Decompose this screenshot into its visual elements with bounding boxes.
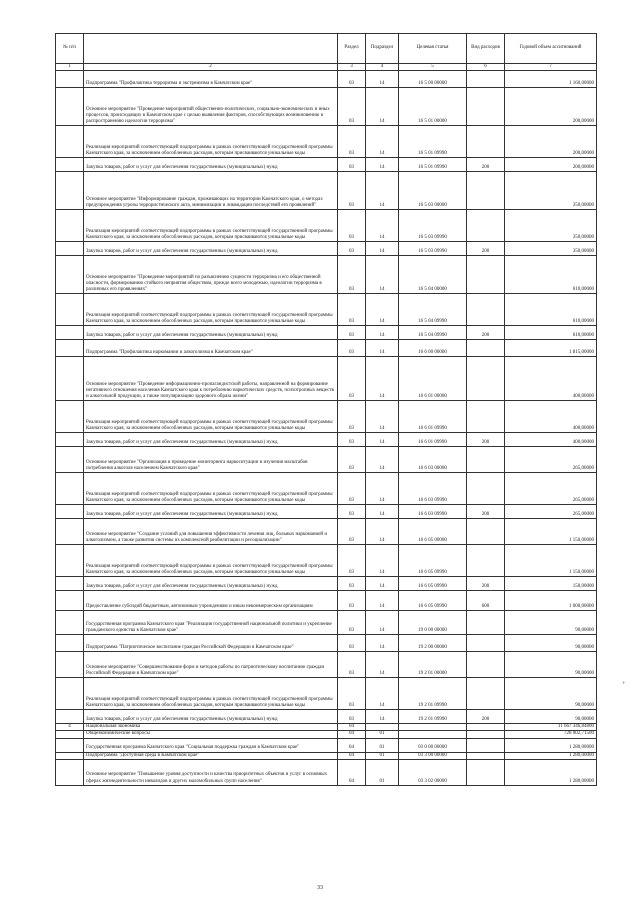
cell-expense-type: [467, 519, 505, 545]
cell-num: [56, 158, 84, 172]
table-row: [56, 731, 597, 738]
cell-subsection: 14: [366, 652, 399, 678]
cell-section: 04: [338, 738, 366, 752]
cell-amount: 90,00000: [505, 710, 597, 724]
cell-target: 16 5 01 09990: [399, 126, 467, 158]
cell-section: 03: [338, 710, 366, 724]
cell-amount: 350,00000: [505, 172, 597, 210]
cell-subsection: 14: [366, 401, 399, 433]
cell-description: Основное мероприятие "Создание условий для повышения эффективности лечения лиц, больных наркоманией и алкоголизмом, а также развития системы их комплексной реабилитации и ресоциализации": [84, 519, 338, 545]
cell-subsection: 14: [366, 519, 399, 545]
cell-target: 16 6 03 00000: [399, 447, 467, 473]
cell-amount: 200,00000: [505, 126, 597, 158]
cell-subsection: 14: [366, 126, 399, 158]
cell-expense-type: [467, 172, 505, 210]
cell-section: 03: [338, 652, 366, 678]
cell-subsection: 14: [366, 340, 399, 357]
cell-description: Государственная программа Камчатского края "Социальная поддержка граждан в Камчатском крае": [84, 738, 338, 752]
cell-description: Реализация мероприятий соответствующей подпрограммы в рамках соответствующей государственной программы Камчатского края, за исключением обособленных расходов, которым присваиваются уникальные коды: [84, 294, 338, 326]
cell-section: 03: [338, 591, 366, 611]
cell-section: 03: [338, 545, 366, 577]
cell-target: 16 5 00 00000: [399, 71, 467, 88]
table-row: [56, 88, 597, 126]
cell-description: Закупка товаров, работ и услуг для обеспечения государственных (муниципальных) нужд: [84, 326, 338, 340]
cell-num: [56, 577, 84, 591]
cell-description: Подпрограмма "Профилактика терроризма и экстремизма в Камчатском крае": [84, 71, 338, 88]
cell-subsection: 14: [366, 505, 399, 519]
header-section: Раздел: [338, 34, 366, 64]
cell-subsection: 01: [366, 759, 399, 785]
table-row: [56, 473, 597, 505]
cell-description: Основное мероприятие "Организация и проведение мониторинга наркоситуации и изучения масштабов потребления алкоголя населением Камчатского края": [84, 447, 338, 473]
cell-num: [56, 401, 84, 433]
cell-num: [56, 652, 84, 678]
cell-section: 03: [338, 447, 366, 473]
cell-subsection: 14: [366, 545, 399, 577]
cell-target: 19 2 01 09990: [399, 678, 467, 710]
cell-target: 16 6 05 00000: [399, 519, 467, 545]
cell-subsection: 14: [366, 635, 399, 652]
cell-subsection: 14: [366, 242, 399, 256]
cell-num: [56, 731, 84, 738]
cell-target: 16 6 03 09990: [399, 505, 467, 519]
cell-expense-type: [467, 738, 505, 752]
cell-target: 16 5 04 09990: [399, 326, 467, 340]
cell-description: Подпрограмма "Патриотическое воспитание граждан Российской Федерации в Камчатском крае": [84, 635, 338, 652]
cell-amount: 400,00000: [505, 401, 597, 433]
cell-num: [56, 340, 84, 357]
cell-expense-type: [467, 752, 505, 759]
table-row: [56, 759, 597, 785]
cell-num: [56, 433, 84, 447]
cell-subsection: 14: [366, 294, 399, 326]
cell-expense-type: [467, 88, 505, 126]
cell-description: Реализация мероприятий соответствующей подпрограммы в рамках соответствующей государственной программы Камчатского края, за исключением обособленных расходов, которым присваиваются уникальные коды: [84, 473, 338, 505]
cell-num: 4: [56, 724, 84, 731]
cell-section: 03: [338, 158, 366, 172]
cell-expense-type: [467, 447, 505, 473]
cell-amount: 1 000,00000: [505, 591, 597, 611]
cell-target: [399, 731, 467, 738]
table-row: [56, 326, 597, 340]
cell-amount: 90,00000: [505, 611, 597, 635]
cell-section: 03: [338, 433, 366, 447]
cell-section: 04: [338, 731, 366, 738]
margin-mark: +: [622, 681, 626, 687]
table-row: [56, 752, 597, 759]
table-row: [56, 724, 597, 731]
cell-subsection: 14: [366, 326, 399, 340]
cell-target: 03 3 02 00000: [399, 759, 467, 785]
cell-section: 03: [338, 635, 366, 652]
table-row: [56, 242, 597, 256]
cell-target: 16 6 01 00000: [399, 357, 467, 401]
cell-target: 19 2 01 00000: [399, 652, 467, 678]
cell-section: 03: [338, 88, 366, 126]
table-row: [56, 126, 597, 158]
cell-section: 03: [338, 401, 366, 433]
cell-num: [56, 591, 84, 611]
cell-amount: 610,00000: [505, 326, 597, 340]
cell-amount: 610,00000: [505, 256, 597, 294]
cell-expense-type: 200: [467, 577, 505, 591]
cell-amount: 1 815,00000: [505, 340, 597, 357]
header-num: № п/п: [56, 34, 84, 64]
cell-amount: 90,00000: [505, 652, 597, 678]
cell-amount: 1 280,00000: [505, 738, 597, 752]
table-row: [56, 611, 597, 635]
colnum-7: 7: [505, 64, 597, 71]
cell-description: Предоставление субсидий бюджетным, автономным учреждениям и иным некоммерческим организациям: [84, 591, 338, 611]
cell-section: 03: [338, 242, 366, 256]
cell-section: 03: [338, 256, 366, 294]
cell-num: [56, 242, 84, 256]
cell-description: Основное мероприятие "Совершенствование форм и методов работы по патриотическому воспитанию граждан Российской Федерации в Камчатском крае": [84, 652, 338, 678]
table-row: [56, 545, 597, 577]
cell-expense-type: [467, 731, 505, 738]
cell-expense-type: 200: [467, 433, 505, 447]
cell-num: [56, 635, 84, 652]
cell-subsection: 14: [366, 678, 399, 710]
cell-subsection: 14: [366, 447, 399, 473]
cell-section: 03: [338, 210, 366, 242]
cell-amount: 350,00000: [505, 242, 597, 256]
cell-num: [56, 210, 84, 242]
cell-amount: 1 160,00000: [505, 71, 597, 88]
cell-num: [56, 256, 84, 294]
cell-amount: 90,00000: [505, 678, 597, 710]
cell-expense-type: [467, 401, 505, 433]
cell-subsection: 14: [366, 357, 399, 401]
cell-target: 16 5 04 00000: [399, 256, 467, 294]
cell-amount: 1 150,00000: [505, 545, 597, 577]
cell-expense-type: [467, 256, 505, 294]
table-row: [56, 158, 597, 172]
cell-section: 03: [338, 294, 366, 326]
cell-amount: 90,00000: [505, 635, 597, 652]
table-row: [56, 433, 597, 447]
cell-description: Реализация мероприятий соответствующей подпрограммы в рамках соответствующей государственной программы Камчатского края, за исключением обособленных расходов, которым присваиваются уникальные коды: [84, 545, 338, 577]
cell-num: [56, 505, 84, 519]
table-row: [56, 591, 597, 611]
cell-section: 03: [338, 71, 366, 88]
cell-num: [56, 545, 84, 577]
cell-description: Государственная программа Камчатского края "Реализация государственной национальной политики и укрепление гражданского единства в Камчатском крае": [84, 611, 338, 635]
cell-target: 16 5 03 00000: [399, 172, 467, 210]
cell-num: [56, 294, 84, 326]
cell-subsection: 01: [366, 738, 399, 752]
table-row: [56, 340, 597, 357]
cell-subsection: 14: [366, 433, 399, 447]
cell-expense-type: [467, 678, 505, 710]
cell-section: 04: [338, 752, 366, 759]
cell-section: 04: [338, 759, 366, 785]
cell-subsection: [366, 724, 399, 731]
cell-description: Закупка товаров, работ и услуг для обеспечения государственных (муниципальных) нужд: [84, 242, 338, 256]
cell-subsection: 01: [366, 752, 399, 759]
cell-subsection: 14: [366, 210, 399, 242]
cell-subsection: 14: [366, 710, 399, 724]
cell-num: [56, 126, 84, 158]
cell-target: 03 3 00 00000: [399, 752, 467, 759]
cell-expense-type: [467, 210, 505, 242]
cell-description: Реализация мероприятий соответствующей подпрограммы в рамках соответствующей государственной программы Камчатского края, за исключением обособленных расходов, которым присваиваются уникальные коды: [84, 401, 338, 433]
cell-num: [56, 678, 84, 710]
cell-target: 16 5 03 09990: [399, 210, 467, 242]
cell-target: [399, 724, 467, 731]
cell-expense-type: [467, 473, 505, 505]
cell-subsection: 01: [366, 731, 399, 738]
table-row: [56, 256, 597, 294]
header-target: Целевая статья: [399, 34, 467, 64]
cell-subsection: 14: [366, 71, 399, 88]
cell-num: [56, 357, 84, 401]
cell-description: Общеэкономические вопросы: [84, 731, 338, 738]
cell-num: [56, 710, 84, 724]
cell-section: 03: [338, 326, 366, 340]
header-expense-type: Вид расходов: [467, 34, 505, 64]
cell-description: Национальная экономика: [84, 724, 338, 731]
cell-num: [56, 172, 84, 210]
cell-amount: 200,00000: [505, 88, 597, 126]
table-row: [56, 738, 597, 752]
cell-expense-type: [467, 635, 505, 652]
table-row: [56, 447, 597, 473]
cell-expense-type: 200: [467, 242, 505, 256]
cell-target: 16 6 00 00000: [399, 340, 467, 357]
cell-expense-type: [467, 652, 505, 678]
cell-num: [56, 752, 84, 759]
cell-amount: 265,00000: [505, 447, 597, 473]
cell-subsection: 14: [366, 172, 399, 210]
cell-subsection: 14: [366, 591, 399, 611]
cell-description: Подпрограмма "Профилактика наркомании и алкоголизма в Камчатском крае": [84, 340, 338, 357]
header-subsection: Подраздел: [366, 34, 399, 64]
cell-section: 03: [338, 678, 366, 710]
cell-section: 03: [338, 505, 366, 519]
cell-target: 16 6 01 09990: [399, 401, 467, 433]
cell-num: [56, 473, 84, 505]
cell-section: 04: [338, 724, 366, 731]
cell-description: Закупка товаров, работ и услуг для обеспечения государственных (муниципальных) нужд: [84, 505, 338, 519]
cell-expense-type: [467, 611, 505, 635]
table-row: [56, 678, 597, 710]
table-row: [56, 71, 597, 88]
cell-expense-type: 200: [467, 710, 505, 724]
page-number: 33: [317, 885, 323, 891]
cell-description: Закупка товаров, работ и услуг для обеспечения государственных (муниципальных) нужд: [84, 577, 338, 591]
cell-description: Основное мероприятие "Информирование граждан, проживающих на территории Камчатского края, о методах предупреждения угрозы террористического акта, минимизации и ликвидации последствий его проявлений": [84, 172, 338, 210]
cell-amount: 610,00000: [505, 294, 597, 326]
cell-description: Закупка товаров, работ и услуг для обеспечения государственных (муниципальных) нужд: [84, 433, 338, 447]
cell-target: 16 5 03 09990: [399, 242, 467, 256]
cell-num: [56, 759, 84, 785]
colnum-6: 6: [467, 64, 505, 71]
cell-amount: 728 002,71500: [505, 731, 597, 738]
cell-amount: 150,00000: [505, 577, 597, 591]
table-row: [56, 505, 597, 519]
column-number-row: [56, 64, 597, 71]
cell-target: 19 2 01 09990: [399, 710, 467, 724]
cell-description: Основное мероприятие "Проведение мероприятий общественно-политических, социально-экономических и иных процессов, происходящих в Камчатском крае с целью выявления факторов, способствующих возникновению и распространению идеологии терроризма": [84, 88, 338, 126]
cell-amount: 200,00000: [505, 158, 597, 172]
cell-amount: 350,00000: [505, 210, 597, 242]
cell-num: [56, 447, 84, 473]
cell-num: [56, 326, 84, 340]
budget-table-sheet: [55, 33, 596, 786]
cell-num: [56, 738, 84, 752]
cell-section: 03: [338, 577, 366, 591]
cell-expense-type: [467, 357, 505, 401]
cell-description: Реализация мероприятий соответствующей подпрограммы в рамках соответствующей государственной программы Камчатского края, за исключением обособленных расходов, которым присваиваются уникальные коды: [84, 210, 338, 242]
cell-expense-type: 600: [467, 591, 505, 611]
cell-subsection: 14: [366, 611, 399, 635]
cell-target: 16 6 05 09990: [399, 591, 467, 611]
cell-target: 19 0 00 00000: [399, 611, 467, 635]
header-amount: Годовой объем ассигнований: [505, 34, 597, 64]
cell-expense-type: [467, 545, 505, 577]
cell-section: 03: [338, 473, 366, 505]
cell-subsection: 14: [366, 577, 399, 591]
cell-section: 03: [338, 126, 366, 158]
cell-section: 03: [338, 519, 366, 545]
colnum-2: 2: [84, 64, 338, 71]
cell-subsection: 14: [366, 473, 399, 505]
cell-expense-type: [467, 71, 505, 88]
table-row: [56, 652, 597, 678]
cell-subsection: 14: [366, 88, 399, 126]
table-row: [56, 710, 597, 724]
cell-amount: 1 150,00000: [505, 519, 597, 545]
colnum-4: 4: [366, 64, 399, 71]
cell-description: Реализация мероприятий соответствующей подпрограммы в рамках соответствующей государственной программы Камчатского края, за исключением обособленных расходов, которым присваиваются уникальные коды: [84, 126, 338, 158]
cell-target: 19 2 00 00000: [399, 635, 467, 652]
cell-expense-type: 200: [467, 505, 505, 519]
cell-section: 03: [338, 172, 366, 210]
cell-amount: 1 280,00000: [505, 752, 597, 759]
cell-section: 03: [338, 340, 366, 357]
cell-description: Основное мероприятие "Повышение уровня доступности и качества приоритетных объектов и услуг в основных сферах жизнедеятельности инвалидов и других маломобильных групп населения": [84, 759, 338, 785]
cell-expense-type: [467, 340, 505, 357]
cell-description: Подпрограмма "Доступная среда в Камчатском крае": [84, 752, 338, 759]
cell-description: Закупка товаров, работ и услуг для обеспечения государственных (муниципальных) нужд: [84, 710, 338, 724]
table-body: [56, 71, 597, 786]
cell-num: [56, 611, 84, 635]
cell-target: 03 0 00 00000: [399, 738, 467, 752]
cell-target: 16 5 01 00000: [399, 88, 467, 126]
table-header-row: [56, 34, 597, 64]
table-row: [56, 577, 597, 591]
cell-amount: 400,00000: [505, 433, 597, 447]
cell-num: [56, 88, 84, 126]
cell-description: Основное мероприятие "Проведение мероприятий по разъяснению сущности терроризма и его общественной опасности, формированию стойкого неприятия обществом, прежде всего молодежью, идеологии терроризма в различных его проявлениях": [84, 256, 338, 294]
table-row: [56, 294, 597, 326]
cell-amount: 1 280,00000: [505, 759, 597, 785]
table-row: [56, 210, 597, 242]
table-row: [56, 357, 597, 401]
header-description: [84, 34, 338, 64]
cell-target: 16 6 03 09990: [399, 473, 467, 505]
cell-amount: 11 667 346,84800: [505, 724, 597, 731]
cell-expense-type: 200: [467, 158, 505, 172]
table-row: [56, 401, 597, 433]
cell-target: 16 5 04 09990: [399, 294, 467, 326]
colnum-1: 1: [56, 64, 84, 71]
table-row: [56, 519, 597, 545]
budget-table: [55, 33, 597, 786]
cell-description: Основное мероприятие "Проведение информационно-пропагандистской работы, направленной на формирование негативного отношения населения Камчатского края к потреблению наркотических средств, психотропных веществ и алкогольной продукции, а также популяризацию здорового образа жизни": [84, 357, 338, 401]
cell-expense-type: [467, 759, 505, 785]
cell-num: [56, 71, 84, 88]
cell-target: 16 5 01 09990: [399, 158, 467, 172]
colnum-5: 5: [399, 64, 467, 71]
cell-subsection: 14: [366, 256, 399, 294]
cell-description: Реализация мероприятий соответствующей подпрограммы в рамках соответствующей государственной программы Камчатского края, за исключением обособленных расходов, которым присваиваются уникальные коды: [84, 678, 338, 710]
cell-expense-type: [467, 294, 505, 326]
cell-target: 16 6 05 09990: [399, 545, 467, 577]
cell-subsection: 14: [366, 158, 399, 172]
cell-amount: 265,00000: [505, 505, 597, 519]
cell-target: 16 6 05 09990: [399, 577, 467, 591]
table-row: [56, 172, 597, 210]
cell-target: 16 6 01 09990: [399, 433, 467, 447]
cell-amount: 265,00000: [505, 473, 597, 505]
cell-expense-type: 200: [467, 326, 505, 340]
cell-expense-type: [467, 724, 505, 731]
cell-description: Закупка товаров, работ и услуг для обеспечения государственных (муниципальных) нужд: [84, 158, 338, 172]
cell-num: [56, 519, 84, 545]
colnum-3: 3: [338, 64, 366, 71]
cell-section: 03: [338, 357, 366, 401]
cell-amount: 400,00000: [505, 357, 597, 401]
table-row: [56, 635, 597, 652]
cell-expense-type: [467, 126, 505, 158]
cell-section: 03: [338, 611, 366, 635]
